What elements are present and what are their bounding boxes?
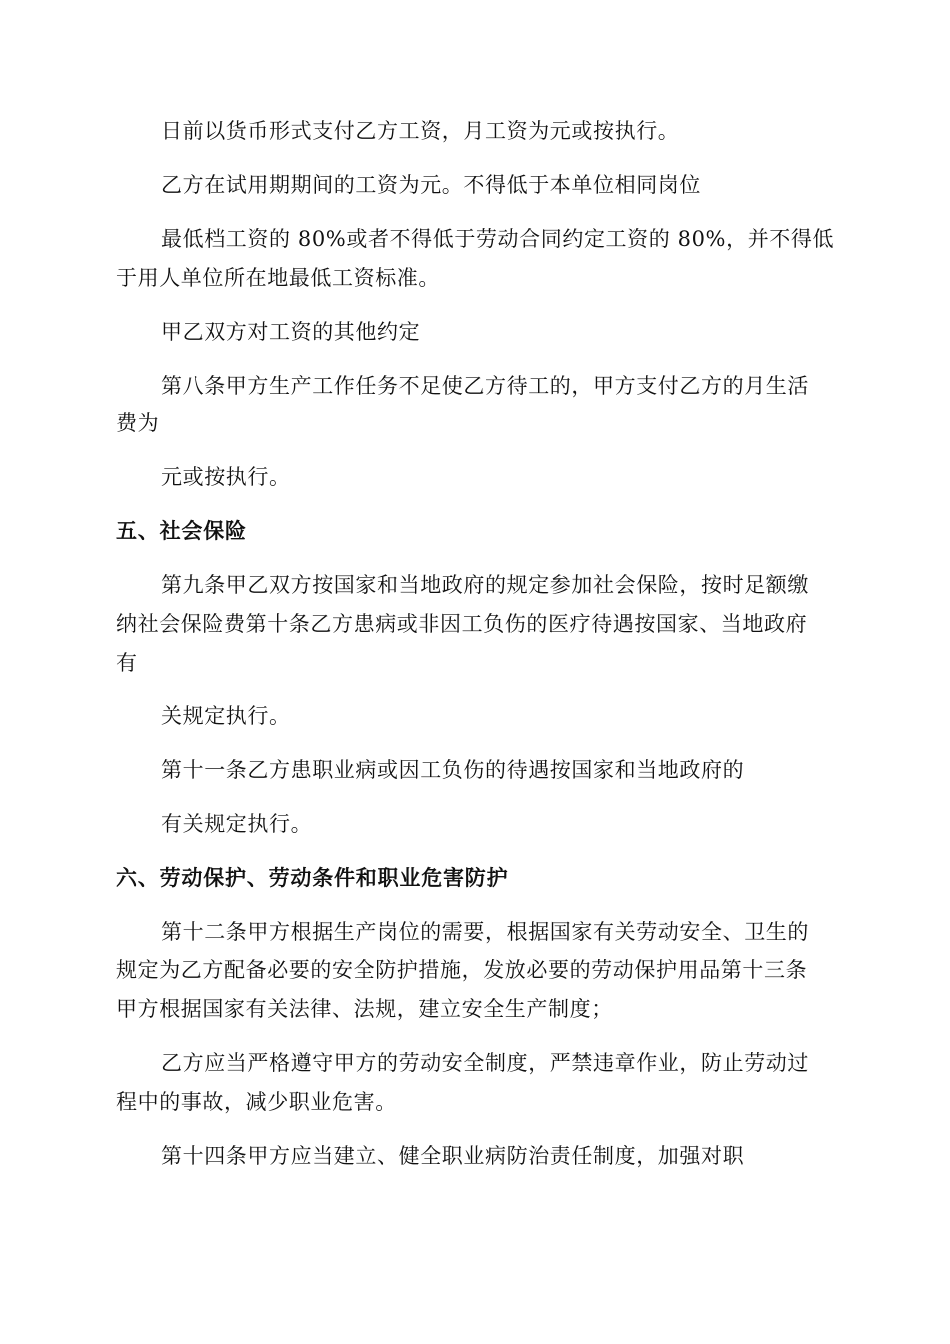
text-line: 规定为乙方配备必要的安全防护措施，发放必要的劳动保护用品第十三条	[116, 958, 808, 982]
text-line: 第十二条甲方根据生产岗位的需要，根据国家有关劳动安全、卫生的	[161, 920, 809, 944]
text-line: 元或按执行。	[161, 465, 291, 489]
text-line: 费为	[116, 411, 160, 435]
text-line: 于用人单位所在地最低工资标准。	[116, 266, 440, 290]
text-line: 有关规定执行。	[161, 812, 313, 836]
text-line: 第八条甲方生产工作任务不足使乙方待工的，甲方支付乙方的月生活	[161, 374, 809, 398]
text-line: 纳社会保险费第十条乙方患病或非因工负伤的医疗待遇按国家、当地政府	[116, 612, 808, 636]
text-line: 乙方应当严格遵守甲方的劳动安全制度，严禁违章作业，防止劳动过	[161, 1051, 809, 1075]
section-heading: 六、劳动保护、劳动条件和职业危害防护	[116, 866, 509, 890]
section-heading: 五、社会保险	[116, 519, 247, 543]
text-line: 甲乙双方对工资的其他约定	[161, 320, 421, 344]
text-line: 关规定执行。	[161, 704, 291, 728]
text-line: 最低档工资的 80%或者不得低于劳动合同约定工资的 80%，并不得低	[161, 227, 835, 251]
text-line: 程中的事故，减少职业危害。	[116, 1090, 397, 1114]
text-line: 日前以货币形式支付乙方工资，月工资为元或按执行。	[161, 119, 680, 143]
text-line: 有	[116, 651, 138, 675]
text-line: 第九条甲乙双方按国家和当地政府的规定参加社会保险，按时足额缴	[161, 573, 809, 597]
text-line: 第十一条乙方患职业病或因工负伤的待遇按国家和当地政府的	[161, 758, 745, 782]
text-line: 甲方根据国家有关法律、法规，建立安全生产制度；	[116, 997, 613, 1021]
text-line: 第十四条甲方应当建立、健全职业病防治责任制度，加强对职	[161, 1144, 745, 1168]
text-line: 乙方在试用期期间的工资为元。不得低于本单位相同岗位	[161, 173, 701, 197]
